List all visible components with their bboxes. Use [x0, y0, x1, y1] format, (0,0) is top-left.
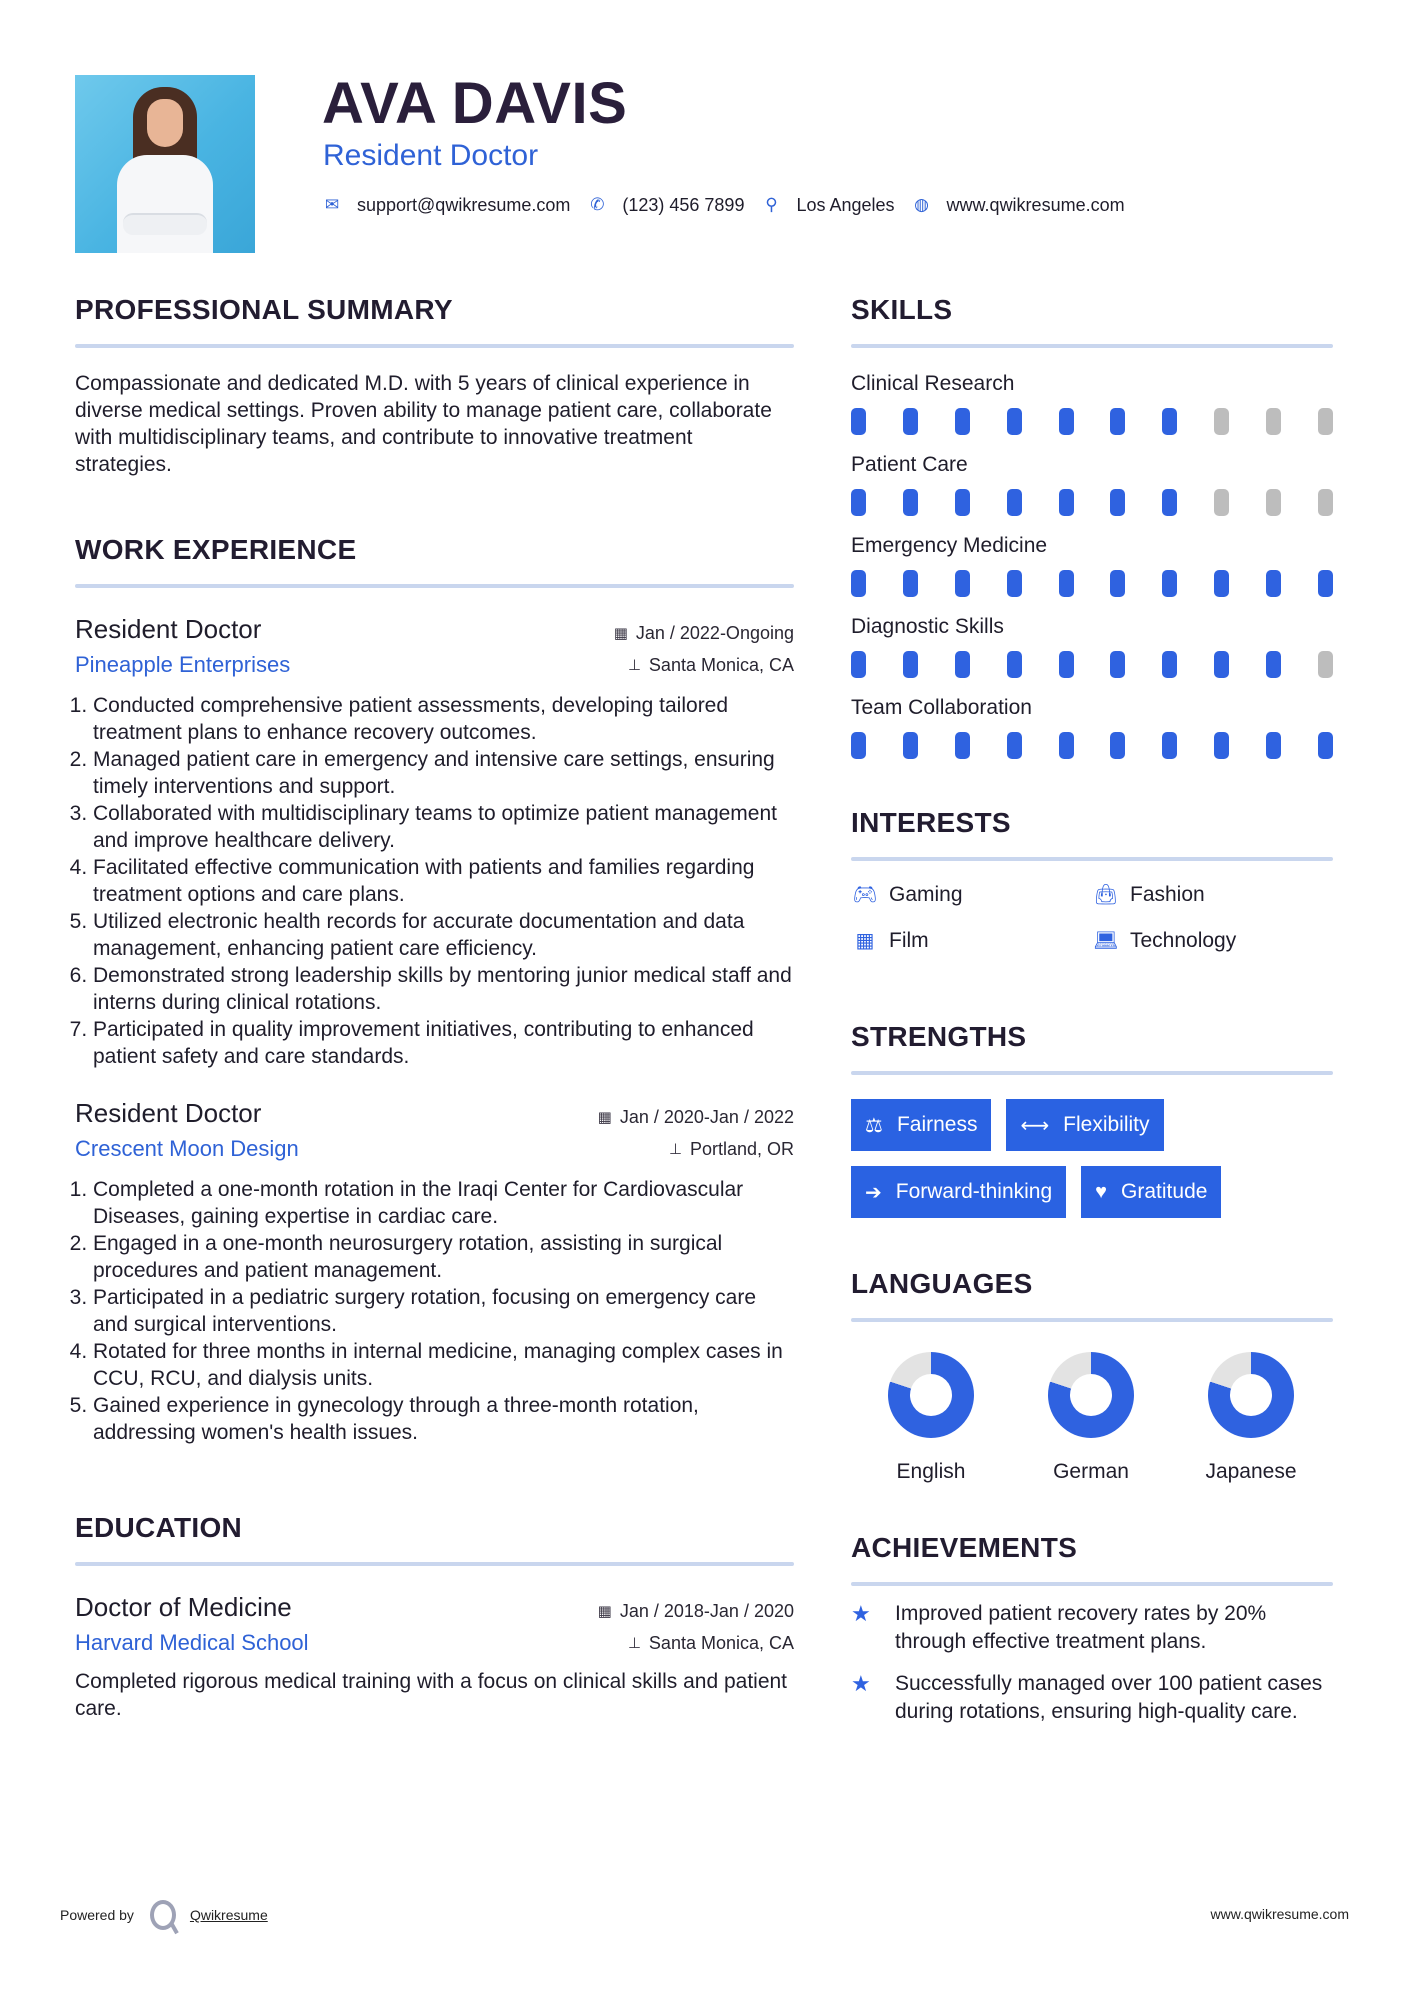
achievement-item	[851, 1670, 1333, 1726]
language-name: English	[896, 1460, 966, 1483]
calendar-icon: ▦	[613, 625, 628, 642]
section-title: PROFESSIONAL SUMMARY	[75, 294, 453, 325]
contact-location	[762, 195, 894, 216]
achievement-text: Improved patient recovery rates by 20% through effective treatment plans.	[895, 1602, 1267, 1653]
section-title: ACHIEVEMENTS	[851, 1532, 1078, 1563]
footer-powered-by	[60, 1900, 268, 1930]
interest-technology	[1092, 927, 1333, 955]
rating-dot-filled	[1110, 570, 1125, 597]
skill-item	[851, 532, 1333, 597]
degree-title: Doctor of Medicine	[75, 1592, 292, 1622]
rating-dot-filled	[955, 570, 970, 597]
job-bullets	[75, 692, 794, 1070]
achievement-text: Successfully managed over 100 patient cases during rotations, ensuring high-quality care.	[895, 1672, 1323, 1723]
job-location-text: Portland, OR	[689, 1138, 794, 1159]
rating-dot-filled	[903, 489, 918, 516]
rating-dot-filled	[1162, 408, 1177, 435]
rating-dot-filled	[1110, 732, 1125, 759]
rating-dot-filled	[1059, 570, 1074, 597]
skill-item	[851, 370, 1333, 435]
calendar-icon: ▦	[597, 1109, 612, 1126]
languages-section	[851, 1264, 1333, 1486]
education-dates	[598, 1601, 794, 1622]
rating-dot-filled	[955, 651, 970, 678]
list-item: 1. Completed a one-month rotation in the Iraqi Center for Cardiovascular Diseases, gaining expertise in cardiac care.	[93, 1176, 794, 1230]
section-divider	[851, 1071, 1333, 1075]
rating-dot-filled	[1214, 732, 1229, 759]
rating-dot-filled	[1214, 651, 1229, 678]
job-company: Pineapple Enterprises	[75, 652, 291, 677]
section-title: WORK EXPERIENCE	[75, 534, 357, 565]
rating-dot-filled	[1266, 732, 1281, 759]
rating-dot-filled	[1059, 408, 1074, 435]
contact-row	[323, 192, 1143, 218]
section-divider	[75, 584, 794, 588]
interest-fashion	[1092, 881, 1333, 909]
section-divider	[851, 344, 1333, 348]
rating-dot-filled	[1059, 651, 1074, 678]
list-item: 3. Participated in a pediatric surgery rotation, focusing on emergency care and surgical interventions.	[93, 1284, 794, 1338]
rating-dot-filled	[955, 408, 970, 435]
job-entry	[75, 1096, 794, 1446]
contact-phone-text[interactable]: (123) 456 7899	[622, 194, 745, 215]
skill-item	[851, 613, 1333, 678]
list-item: 5. Utilized electronic health records for accurate documentation and data management, enhancing patient care efficiency.	[93, 908, 794, 962]
rating-dot-filled	[1007, 651, 1022, 678]
footer-url[interactable]: www.qwikresume.com	[1210, 1906, 1349, 1922]
strength-badge-flexibility	[1006, 1099, 1163, 1151]
contact-location-text: Los Angeles	[796, 194, 895, 215]
summary-text: Compassionate and dedicated M.D. with 5 years of clinical experience in diverse medical settings. Proven ability to manage patient care, collaborate with multidisciplinary teams, and contribute to innovative treatment strategies.	[75, 372, 772, 476]
experience-section	[75, 530, 794, 1446]
section-title: LANGUAGES	[851, 1268, 1033, 1299]
skill-name: Emergency Medicine	[851, 534, 1048, 557]
photo-arms	[123, 213, 207, 235]
shopping-bag-icon: 👜︎	[1093, 884, 1119, 906]
strength-badge-fairness	[851, 1099, 991, 1151]
section-divider	[75, 344, 794, 348]
job-location	[669, 1139, 794, 1160]
rating-dot-filled	[903, 570, 918, 597]
job-dates-text: Jan / 2022-Ongoing	[635, 622, 794, 643]
language-proficiency-donut	[888, 1352, 974, 1438]
job-dates	[598, 1107, 794, 1128]
pushpin-icon: ⊥	[627, 657, 641, 674]
balance-scale-icon: ⚖	[865, 1114, 883, 1137]
rating-dot-filled	[1318, 732, 1333, 759]
job-location	[628, 655, 794, 676]
section-divider	[851, 857, 1333, 861]
contact-email[interactable]	[323, 195, 570, 216]
badge-label: Forward-thinking	[895, 1180, 1053, 1203]
rating-dot-empty	[1266, 489, 1281, 516]
list-item: 2. Managed patient care in emergency and intensive care settings, ensuring timely interventions and support.	[93, 746, 794, 800]
rating-dot-filled	[1266, 570, 1281, 597]
skill-name: Diagnostic Skills	[851, 615, 1004, 638]
rating-dot-filled	[1110, 489, 1125, 516]
rating-dot-empty	[1318, 489, 1333, 516]
language-proficiency-donut	[1208, 1352, 1294, 1438]
calendar-icon: ▦	[597, 1603, 612, 1620]
shooting-star-icon: ★	[851, 1671, 871, 1696]
arrow-right-icon: ➔	[865, 1181, 882, 1204]
rating-dot-filled	[1318, 570, 1333, 597]
language-item	[1171, 1352, 1331, 1486]
rating-dot-filled	[1266, 651, 1281, 678]
education-location-text: Santa Monica, CA	[648, 1632, 794, 1653]
rating-dot-filled	[1110, 408, 1125, 435]
rating-dot-filled	[1162, 651, 1177, 678]
badge-label: Gratitude	[1121, 1180, 1208, 1203]
job-dates	[614, 623, 794, 644]
rating-dot-filled	[851, 651, 866, 678]
section-title: STRENGTHS	[851, 1021, 1027, 1052]
interests-section	[851, 803, 1333, 955]
rating-dot-filled	[1059, 489, 1074, 516]
qwikresume-link[interactable]: Qwikresume	[189, 1907, 268, 1923]
left-column	[75, 290, 794, 1722]
rating-dot-filled	[1007, 408, 1022, 435]
rating-dot-empty	[1318, 651, 1333, 678]
section-title: SKILLS	[851, 294, 953, 325]
contact-website-text[interactable]: www.qwikresume.com	[946, 194, 1125, 215]
skills-section	[851, 290, 1333, 759]
rating-dot-filled	[1007, 732, 1022, 759]
contact-phone[interactable]	[588, 195, 744, 216]
arrows-horizontal-icon: ⟷	[1020, 1114, 1050, 1137]
interest-film	[851, 927, 1092, 955]
education-location	[628, 1633, 794, 1654]
interest-label: Film	[889, 929, 929, 952]
job-bullets	[75, 1176, 794, 1446]
list-item: 5. Gained experience in gynecology through a three-month rotation, addressing women's health issues.	[93, 1392, 794, 1446]
strength-badge-forward-thinking	[851, 1166, 1066, 1218]
section-divider	[75, 1562, 794, 1566]
candidate-role: Resident Doctor	[323, 139, 539, 172]
language-item	[851, 1352, 1011, 1486]
pushpin-icon: ⊥	[668, 1141, 682, 1158]
rating-dot-empty	[1214, 489, 1229, 516]
film-icon: ▦	[855, 930, 875, 952]
qwikresume-logo-icon	[150, 1900, 176, 1930]
rating-dot-filled	[955, 732, 970, 759]
language-name: Japanese	[1205, 1460, 1297, 1483]
education-section	[75, 1508, 794, 1722]
skill-name: Clinical Research	[851, 372, 1015, 395]
interests-grid	[851, 881, 1333, 955]
rating-dot-filled	[903, 408, 918, 435]
rating-dot-filled	[851, 570, 866, 597]
rating-dot-empty	[1318, 408, 1333, 435]
rating-dot-filled	[1162, 570, 1177, 597]
envelope-icon: ✉	[324, 195, 340, 214]
rating-dot-filled	[851, 732, 866, 759]
interest-label: Technology	[1130, 929, 1237, 952]
rating-dot-filled	[1007, 489, 1022, 516]
education-entry	[75, 1590, 794, 1722]
education-description: Completed rigorous medical training with a focus on clinical skills and patient care.	[75, 1670, 788, 1720]
achievements-section	[851, 1528, 1333, 1726]
badge-label: Flexibility	[1063, 1113, 1150, 1136]
rating-dot-filled	[851, 408, 866, 435]
shooting-star-icon: ★	[851, 1601, 871, 1626]
interest-label: Gaming	[889, 883, 963, 906]
strength-badges	[851, 1099, 1333, 1218]
heart-icon: ♥	[1095, 1180, 1108, 1203]
strength-badge-gratitude	[1081, 1166, 1221, 1218]
contact-email-text[interactable]: support@qwikresume.com	[357, 194, 571, 215]
rating-dot-filled	[1110, 651, 1125, 678]
section-divider	[851, 1318, 1333, 1322]
list-item: 4. Facilitated effective communication with patients and families regarding treatment options and care plans.	[93, 854, 794, 908]
section-title: INTERESTS	[851, 807, 1011, 838]
globe-icon: ◍	[914, 195, 929, 214]
education-dates-text: Jan / 2018-Jan / 2020	[619, 1600, 794, 1621]
interest-gaming	[851, 881, 1092, 909]
skill-name: Team Collaboration	[851, 696, 1032, 719]
badge-label: Fairness	[896, 1113, 978, 1136]
job-title: Resident Doctor	[75, 614, 262, 644]
strengths-section	[851, 1017, 1333, 1218]
list-item: 4. Rotated for three months in internal medicine, managing complex cases in CCU, RCU, and dialysis units.	[93, 1338, 794, 1392]
school-name: Harvard Medical School	[75, 1630, 309, 1655]
section-title: EDUCATION	[75, 1512, 243, 1543]
photo-body	[117, 155, 213, 253]
job-title: Resident Doctor	[75, 1098, 262, 1128]
rating-dot-empty	[1266, 408, 1281, 435]
powered-by-label: Powered by	[60, 1907, 134, 1923]
skills-list	[851, 370, 1333, 759]
languages-list	[851, 1352, 1333, 1486]
rating-dot-empty	[1214, 408, 1229, 435]
job-location-text: Santa Monica, CA	[648, 654, 794, 675]
rating-dot-filled	[1007, 570, 1022, 597]
interest-label: Fashion	[1130, 883, 1205, 906]
pushpin-icon: ⊥	[627, 1635, 641, 1652]
rating-dot-filled	[1059, 732, 1074, 759]
rating-dot-filled	[903, 732, 918, 759]
language-item	[1011, 1352, 1171, 1486]
skill-rating	[851, 489, 1333, 516]
right-column	[851, 290, 1333, 1726]
rating-dot-filled	[955, 489, 970, 516]
rating-dot-filled	[851, 489, 866, 516]
profile-photo	[75, 75, 255, 253]
skill-rating	[851, 570, 1333, 597]
contact-website[interactable]	[913, 195, 1125, 216]
photo-face	[147, 99, 183, 147]
list-item: 1. Conducted comprehensive patient assessments, developing tailored treatment plans to enhance recovery outcomes.	[93, 692, 794, 746]
job-entry	[75, 612, 794, 1070]
language-proficiency-donut	[1048, 1352, 1134, 1438]
section-divider	[851, 1582, 1333, 1586]
list-item: 7. Participated in quality improvement initiatives, contributing to enhanced patient safety and care standards.	[93, 1016, 794, 1070]
rating-dot-filled	[903, 651, 918, 678]
skill-rating	[851, 651, 1333, 678]
rating-dot-filled	[1214, 570, 1229, 597]
summary-section	[75, 290, 794, 478]
map-pin-icon: ⚲	[765, 195, 778, 214]
phone-icon: ✆	[590, 195, 605, 214]
language-name: German	[1053, 1460, 1129, 1483]
list-item: 2. Engaged in a one-month neurosurgery rotation, assisting in surgical procedures and patient management.	[93, 1230, 794, 1284]
skill-name: Patient Care	[851, 453, 968, 476]
laptop-icon: 💻︎	[1093, 930, 1119, 952]
candidate-name: AVA DAVIS	[322, 71, 628, 136]
skill-item	[851, 694, 1333, 759]
skill-rating	[851, 732, 1333, 759]
job-dates-text: Jan / 2020-Jan / 2022	[619, 1106, 794, 1127]
rating-dot-filled	[1162, 489, 1177, 516]
list-item: 3. Collaborated with multidisciplinary teams to optimize patient management and improve healthcare delivery.	[93, 800, 794, 854]
gamepad-icon: 🎮︎	[852, 884, 878, 906]
job-company: Crescent Moon Design	[75, 1136, 299, 1161]
list-item: 6. Demonstrated strong leadership skills by mentoring junior medical staff and interns during clinical rotations.	[93, 962, 794, 1016]
skill-item	[851, 451, 1333, 516]
achievement-item	[851, 1600, 1333, 1656]
skill-rating	[851, 408, 1333, 435]
rating-dot-filled	[1162, 732, 1177, 759]
